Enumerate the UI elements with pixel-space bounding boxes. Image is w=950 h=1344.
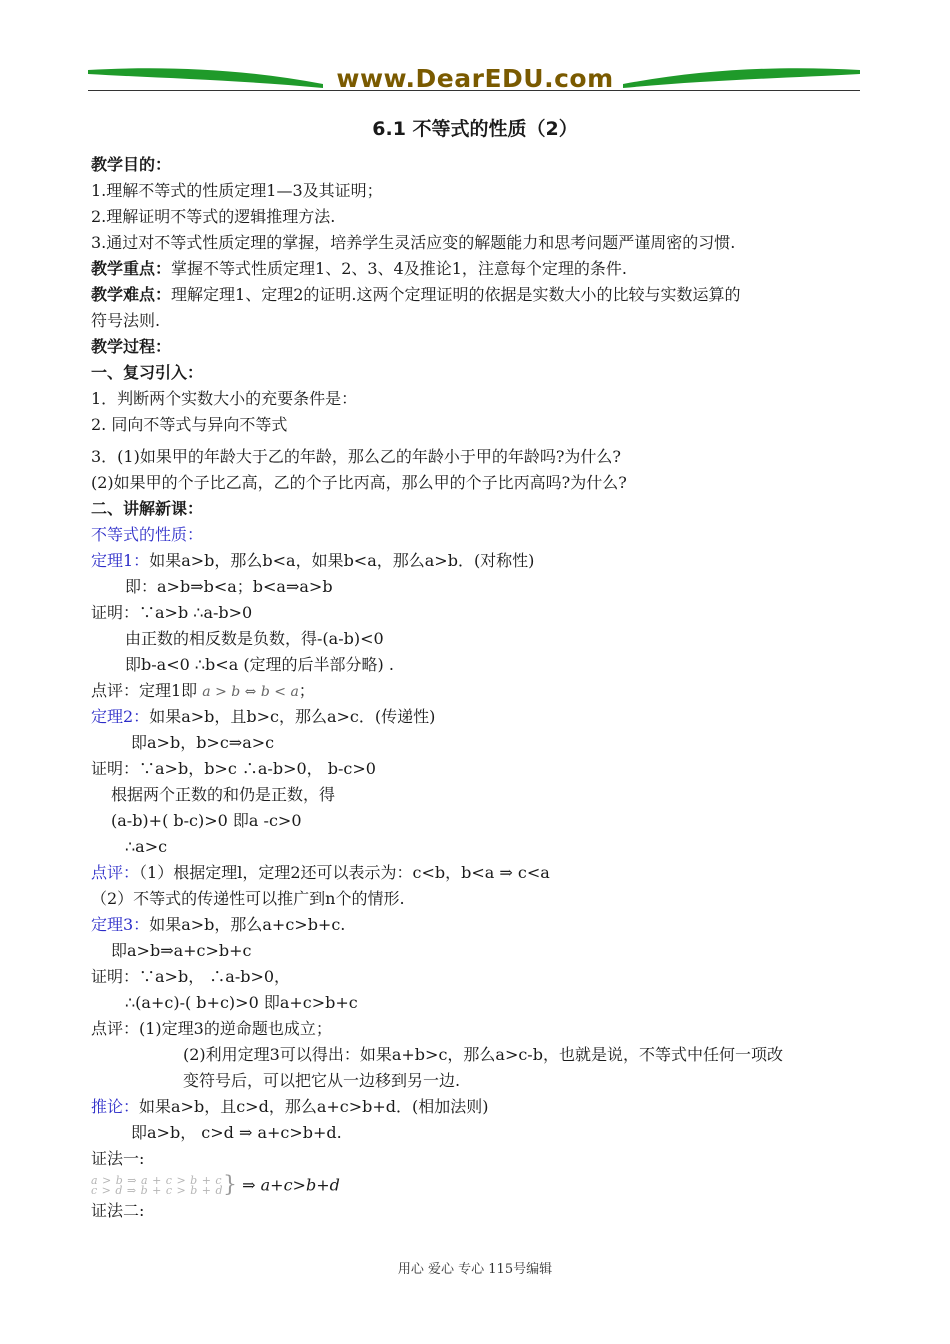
corollary-text: 如果a>b，且c>d，那么a+c>b+d．(相加法则) — [139, 1097, 489, 1116]
difficulty-text-cont: 符号法则. — [91, 311, 161, 330]
theorem2-comment-2: （2）不等式的传递性可以推广到n个的情形. — [91, 889, 405, 908]
corollary-line — [91, 1094, 863, 1120]
goal-item-3: 3.通过对不等式性质定理的掌握，培养学生灵活应变的解题能力和思考问题严谨周密的习惯. — [91, 233, 736, 252]
theorem3-text: 如果a>b，那么a+c>b+c. — [149, 915, 346, 934]
faint-formula-set — [91, 1173, 224, 1197]
theorem1-comment-label: 点评：定理1即 — [91, 681, 203, 700]
theorem1-text: 如果a>b，那么b<a，如果b<a，那么a>b．(对称性) — [149, 551, 535, 570]
theorem1-comment — [91, 678, 863, 704]
review-heading: 一、复习引入： — [91, 363, 204, 382]
theorem1-comment-formula: a > b ⇔ b < a — [202, 684, 299, 700]
theorem3-symbolic: 即a>b⇒a+c>b+c — [111, 941, 252, 960]
content-body — [91, 152, 863, 1224]
theorem2-proof-4: ∴a>c — [125, 837, 168, 856]
theorem2-comment-label: 点评： — [91, 863, 140, 882]
faint-formula-bottom: c > d ⇒ b + c > b + d — [91, 1183, 224, 1197]
lecture-subheading: 不等式的性质： — [91, 525, 204, 544]
theorem3-comment-2a: (2)利用定理3可以得出：如果a+b>c，那么a>c-b，也就是说，不等式中任何一项改 — [183, 1045, 783, 1064]
corollary-symbolic: 即a>b， c>d ⇒ a+c>b+d. — [131, 1123, 342, 1142]
theorem2-proof-1: 证明：∵a>b，b>c ∴a-b>0， b-c>0 — [91, 759, 376, 778]
theorem3-comment-2b: 变符号后，可以把它从一边移到另一边. — [183, 1071, 461, 1090]
brace-symbol: } — [223, 1172, 238, 1198]
theorem2-comment-text: （1）根据定理l，定理2还可以表示为：c<b，b<a ⇒ c<a — [139, 863, 550, 882]
theorem1-line — [91, 548, 863, 574]
difficulty-line — [91, 282, 863, 308]
proof-method-1-formula — [91, 1172, 863, 1198]
theorem1-label: 定理1： — [91, 551, 150, 570]
difficulty-label: 教学难点： — [91, 285, 172, 304]
theorem1-symbolic: 即：a>b⇒b<a；b<a⇒a>b — [125, 577, 333, 596]
theorem1-proof-1: 证明：∵a>b ∴a-b>0 — [91, 603, 253, 622]
focus-label: 教学重点： — [91, 259, 172, 278]
proof-method-1: 证法一: — [91, 1149, 145, 1168]
proof-method-2: 证法二: — [91, 1201, 145, 1220]
theorem3-proof-1: 证明：∵a>b， ∴a-b>0， — [91, 967, 291, 986]
goals-heading: 教学目的： — [91, 155, 172, 174]
site-logo: www.DearEDU.com — [336, 64, 614, 93]
theorem3-label: 定理3： — [91, 915, 150, 934]
theorem2-line — [91, 704, 863, 730]
theorem2-label: 定理2： — [91, 707, 150, 726]
theorem2-comment-1 — [91, 860, 863, 886]
review-q2: 2. 同向不等式与异向不等式 — [91, 415, 288, 434]
header-rule — [88, 90, 860, 91]
theorem2-symbolic: 即a>b，b>c⇒a>c — [131, 733, 275, 752]
review-q3: 3．(1)如果甲的年龄大于乙的年龄，那么乙的年龄小于甲的年龄吗?为什么? — [91, 447, 622, 466]
goal-item-2: 2.理解证明不等式的逻辑推理方法. — [91, 207, 336, 226]
corollary-label: 推论： — [91, 1097, 140, 1116]
theorem2-proof-2: 根据两个正数的和仍是正数，得 — [111, 785, 336, 804]
theorem3-line — [91, 912, 863, 938]
theorem1-proof-2: 由正数的相反数是负数，得-(a-b)<0 — [125, 629, 384, 648]
theorem3-proof-2: ∴(a+c)-( b+c)>0 即a+c>b+c — [125, 993, 358, 1012]
lecture-heading: 二、讲解新课： — [91, 499, 204, 518]
faint-formula-top: a > b ⇒ a + c > b + c — [91, 1173, 223, 1187]
theorem3-comment-1: 点评：(1)定理3的逆命题也成立； — [91, 1019, 332, 1038]
goal-item-1: 1.理解不等式的性质定理1—3及其证明； — [91, 181, 383, 200]
review-q4: (2)如果甲的个子比乙高，乙的个子比丙高，那么甲的个子比丙高吗?为什么? — [91, 473, 627, 492]
difficulty-text: 理解定理1、定理2的证明.这两个定理证明的依据是实数大小的比较与实数运算的 — [171, 285, 741, 304]
theorem2-proof-3: (a-b)+( b-c)>0 即a -c>0 — [111, 811, 302, 830]
focus-line — [91, 256, 863, 282]
theorem2-text: 如果a>b，且b>c，那么a>c．(传递性) — [149, 707, 436, 726]
theorem1-comment-end: ； — [298, 681, 315, 700]
proof-method-1-result: ⇒ a+c>b+d — [242, 1175, 340, 1195]
review-q1: 1．判断两个实数大小的充要条件是： — [91, 389, 358, 408]
page-title: 6.1 不等式的性质（2） — [372, 118, 578, 140]
focus-text: 掌握不等式性质定理1、2、3、4及推论1，注意每个定理的条件. — [171, 259, 628, 278]
theorem1-proof-3: 即b-a<0 ∴b<a (定理的后半部分略) . — [125, 655, 394, 674]
process-heading: 教学过程： — [91, 337, 172, 356]
page-footer: 用心 爱心 专心 115号编辑 — [397, 1262, 553, 1277]
